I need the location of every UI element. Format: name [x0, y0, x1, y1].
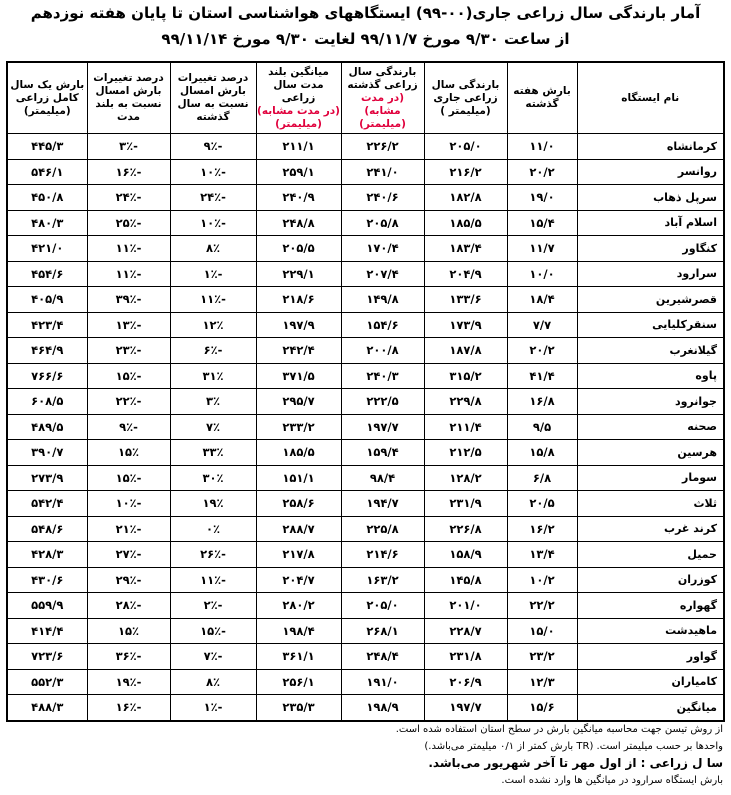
cell-weekly: ۴۱/۴: [507, 363, 577, 389]
cell-full-year: ۴۵۴/۶: [7, 261, 87, 287]
header-current: بارندگی سال زراعی جاری (میلیمتر ): [424, 62, 507, 134]
cell-last-year: ۲۴۸/۴: [341, 644, 424, 670]
cell-long-term: ۲۰۴/۷: [256, 567, 341, 593]
cell-long-term: ۲۴۰/۹: [256, 185, 341, 211]
cell-pct-long: -۱۶٪: [87, 695, 170, 721]
table-row: [7, 491, 724, 517]
cell-last-year: ۱۹۱/۰: [341, 669, 424, 695]
cell-station: جوانرود: [577, 389, 724, 415]
cell-weekly: ۱۲/۳: [507, 669, 577, 695]
cell-weekly: ۹/۵: [507, 414, 577, 440]
footnote: سا ل زراعی : از اول مهر تا آخر شهریور می‌باشد.: [428, 756, 723, 770]
cell-full-year: ۴۵۰/۸: [7, 185, 87, 211]
table-row: [7, 210, 724, 236]
cell-pct-last: ۳۰٪: [170, 465, 256, 491]
cell-station: قصرشیرین: [577, 287, 724, 313]
cell-long-term: ۲۳۳/۲: [256, 414, 341, 440]
cell-pct-last: ۱۲٪: [170, 312, 256, 338]
cell-pct-last: -۶٪: [170, 338, 256, 364]
table-row: [7, 389, 724, 415]
cell-current: ۱۴۵/۸: [424, 567, 507, 593]
header-long-term: [256, 62, 341, 134]
cell-long-term: ۲۵۶/۱: [256, 669, 341, 695]
table-row: [7, 542, 724, 568]
cell-pct-last: ۳۱٪: [170, 363, 256, 389]
cell-station: کرمانشاه: [577, 134, 724, 160]
cell-last-year: ۲۰۵/۸: [341, 210, 424, 236]
cell-pct-long: -۱۱٪: [87, 261, 170, 287]
cell-pct-long: -۹٪: [87, 414, 170, 440]
table-row: [7, 414, 724, 440]
header-long-term-sub: (در مدت مشابه) (میلیمتر): [257, 104, 340, 130]
footnotes: [8, 721, 723, 789]
cell-pct-long: ۱۵٪: [87, 618, 170, 644]
cell-full-year: ۴۸۸/۳: [7, 695, 87, 721]
cell-long-term: ۳۶۱/۱: [256, 644, 341, 670]
cell-last-year: ۲۲۶/۲: [341, 134, 424, 160]
cell-pct-long: -۳۶٪: [87, 644, 170, 670]
cell-pct-long: -۲۴٪: [87, 185, 170, 211]
table-body: [7, 134, 724, 721]
cell-last-year: ۲۰۰/۸: [341, 338, 424, 364]
cell-current: ۱۹۷/۷: [424, 695, 507, 721]
cell-current: ۲۰۴/۹: [424, 261, 507, 287]
header-last-year-sub: (در مدت مشابه) (میلیمتر): [359, 91, 406, 130]
cell-current: ۲۲۶/۸: [424, 516, 507, 542]
cell-weekly: ۲۰/۲: [507, 159, 577, 185]
rainfall-table: [6, 61, 725, 722]
table-row: [7, 363, 724, 389]
footnote: واحدها بر حسب میلیمتر است. (TR بارش کمتر از ۰/۱ میلیمتر می‌باشد.): [424, 741, 723, 752]
cell-long-term: ۱۹۸/۴: [256, 618, 341, 644]
cell-station: کوزران: [577, 567, 724, 593]
cell-station: صحنه: [577, 414, 724, 440]
cell-long-term: ۲۱۸/۶: [256, 287, 341, 313]
cell-long-term: ۲۴۲/۴: [256, 338, 341, 364]
cell-current: ۲۲۹/۸: [424, 389, 507, 415]
cell-long-term: ۲۲۹/۱: [256, 261, 341, 287]
cell-pct-last: ۳٪: [170, 389, 256, 415]
cell-weekly: ۱۱/۰: [507, 134, 577, 160]
cell-current: ۲۱۱/۴: [424, 414, 507, 440]
cell-long-term: ۲۵۸/۶: [256, 491, 341, 517]
cell-pct-last: -۱۱٪: [170, 287, 256, 313]
cell-last-year: ۲۰۵/۰: [341, 593, 424, 619]
cell-full-year: ۵۴۶/۱: [7, 159, 87, 185]
cell-pct-last: ۸٪: [170, 669, 256, 695]
cell-current: ۳۱۵/۲: [424, 363, 507, 389]
cell-last-year: ۱۴۹/۸: [341, 287, 424, 313]
cell-pct-last: -۱۰٪: [170, 210, 256, 236]
cell-weekly: ۱۱/۷: [507, 236, 577, 262]
cell-pct-long: ۱۵٪: [87, 440, 170, 466]
header-pct-last: درصد تغییرات بارش امسال نسبت به سال گذشته: [170, 62, 256, 134]
cell-current: ۲۲۸/۷: [424, 618, 507, 644]
cell-pct-long: -۱۰٪: [87, 491, 170, 517]
cell-pct-long: -۲۱٪: [87, 516, 170, 542]
cell-station: سرارود: [577, 261, 724, 287]
cell-current: ۲۰۱/۰: [424, 593, 507, 619]
cell-last-year: ۱۹۴/۷: [341, 491, 424, 517]
cell-station: سومار: [577, 465, 724, 491]
cell-pct-last: ۱۹٪: [170, 491, 256, 517]
cell-pct-long: -۲۵٪: [87, 210, 170, 236]
cell-pct-last: -۱۰٪: [170, 159, 256, 185]
cell-long-term: ۲۳۵/۳: [256, 695, 341, 721]
cell-pct-last: ۰٪: [170, 516, 256, 542]
cell-last-year: ۲۱۴/۶: [341, 542, 424, 568]
cell-full-year: ۴۳۰/۶: [7, 567, 87, 593]
cell-long-term: ۲۵۹/۱: [256, 159, 341, 185]
cell-station: روانسر: [577, 159, 724, 185]
table-row: [7, 185, 724, 211]
cell-station: کامیاران: [577, 669, 724, 695]
cell-last-year: ۲۲۵/۸: [341, 516, 424, 542]
table-row: [7, 465, 724, 491]
table-row: [7, 516, 724, 542]
header-last-year-main: بارندگی سال زراعی گذشته: [347, 65, 418, 91]
cell-pct-long: -۲۳٪: [87, 338, 170, 364]
cell-long-term: ۲۸۸/۷: [256, 516, 341, 542]
cell-station: پاوه: [577, 363, 724, 389]
cell-current: ۲۰۵/۰: [424, 134, 507, 160]
cell-weekly: ۲۲/۲: [507, 593, 577, 619]
cell-last-year: ۲۴۰/۳: [341, 363, 424, 389]
cell-current: ۱۵۸/۹: [424, 542, 507, 568]
table-row: [7, 440, 724, 466]
cell-last-year: ۱۷۰/۴: [341, 236, 424, 262]
table-row: [7, 236, 724, 262]
cell-weekly: ۲۳/۲: [507, 644, 577, 670]
cell-last-year: ۲۶۸/۱: [341, 618, 424, 644]
cell-long-term: ۲۸۰/۲: [256, 593, 341, 619]
cell-station: ثلاث: [577, 491, 724, 517]
cell-long-term: ۲۱۱/۱: [256, 134, 341, 160]
table-row: [7, 312, 724, 338]
cell-pct-long: -۱۳٪: [87, 312, 170, 338]
cell-long-term: ۲۰۵/۵: [256, 236, 341, 262]
table-header-row: [7, 62, 724, 134]
cell-full-year: ۵۴۲/۴: [7, 491, 87, 517]
footnote: بارش ایستگاه سرارود در میانگین ها وارد نشده است.: [501, 775, 723, 786]
cell-weekly: ۱۵/۶: [507, 695, 577, 721]
table-row: [7, 567, 724, 593]
cell-weekly: ۱۵/۸: [507, 440, 577, 466]
cell-station: گواور: [577, 644, 724, 670]
cell-current: ۱۸۲/۸: [424, 185, 507, 211]
cell-last-year: ۱۵۴/۶: [341, 312, 424, 338]
cell-long-term: ۱۸۵/۵: [256, 440, 341, 466]
cell-last-year: ۱۹۷/۷: [341, 414, 424, 440]
header-weekly: بارش هفته گذشته: [507, 62, 577, 134]
cell-station: کرند غرب: [577, 516, 724, 542]
cell-weekly: ۲۰/۵: [507, 491, 577, 517]
cell-pct-last: -۹٪: [170, 134, 256, 160]
cell-full-year: ۴۲۸/۳: [7, 542, 87, 568]
cell-pct-last: -۱۱٪: [170, 567, 256, 593]
cell-long-term: ۲۱۷/۸: [256, 542, 341, 568]
cell-weekly: ۱۶/۲: [507, 516, 577, 542]
table-row: [7, 261, 724, 287]
cell-station: گیلانغرب: [577, 338, 724, 364]
cell-current: ۲۱۶/۲: [424, 159, 507, 185]
cell-weekly: ۶/۸: [507, 465, 577, 491]
cell-weekly: ۱۰/۰: [507, 261, 577, 287]
cell-station: هرسین: [577, 440, 724, 466]
cell-pct-last: -۲٪: [170, 593, 256, 619]
cell-station: اسلام آباد: [577, 210, 724, 236]
header-station: نام ایستگاه: [577, 62, 724, 134]
cell-pct-long: -۱۱٪: [87, 236, 170, 262]
cell-pct-long: -۳٪: [87, 134, 170, 160]
table-row: [7, 669, 724, 695]
cell-pct-long: -۲۷٪: [87, 542, 170, 568]
cell-last-year: ۲۴۱/۰: [341, 159, 424, 185]
cell-last-year: ۲۲۲/۵: [341, 389, 424, 415]
footnote: از روش تیسن جهت محاسبه میانگین بارش در سطح استان استفاده شده است.: [395, 724, 723, 735]
cell-current: ۲۱۲/۵: [424, 440, 507, 466]
cell-long-term: ۱۵۱/۱: [256, 465, 341, 491]
table-row: [7, 338, 724, 364]
cell-full-year: ۴۲۱/۰: [7, 236, 87, 262]
cell-weekly: ۱۵/۰: [507, 618, 577, 644]
cell-pct-last: ۷٪: [170, 414, 256, 440]
cell-pct-long: -۱۹٪: [87, 669, 170, 695]
cell-current: ۱۸۳/۴: [424, 236, 507, 262]
report-subtitle: از ساعت ۹/۳۰ مورخ ۹۹/۱۱/۷ لغایت ۹/۳۰ مورخ ۹۹/۱۱/۱۴: [161, 30, 570, 48]
cell-long-term: ۲۹۵/۷: [256, 389, 341, 415]
table-row: [7, 695, 724, 721]
cell-last-year: ۹۸/۴: [341, 465, 424, 491]
table-row: [7, 593, 724, 619]
cell-pct-last: -۱٪: [170, 695, 256, 721]
cell-pct-last: -۷٪: [170, 644, 256, 670]
cell-last-year: ۲۰۷/۴: [341, 261, 424, 287]
cell-full-year: ۴۸۹/۵: [7, 414, 87, 440]
cell-full-year: ۶۰۸/۵: [7, 389, 87, 415]
cell-long-term: ۳۷۱/۵: [256, 363, 341, 389]
cell-long-term: ۲۴۸/۸: [256, 210, 341, 236]
header-last-year: [341, 62, 424, 134]
cell-full-year: ۵۴۸/۶: [7, 516, 87, 542]
cell-current: ۲۰۶/۹: [424, 669, 507, 695]
cell-current: ۱۸۵/۵: [424, 210, 507, 236]
cell-last-year: ۱۹۸/۹: [341, 695, 424, 721]
cell-station: ماهیدشت: [577, 618, 724, 644]
cell-long-term: ۱۹۷/۹: [256, 312, 341, 338]
cell-last-year: ۲۴۰/۶: [341, 185, 424, 211]
cell-full-year: ۴۲۳/۴: [7, 312, 87, 338]
cell-full-year: ۴۱۴/۴: [7, 618, 87, 644]
header-full-year: بارش یک سال کامل زراعی (میلیمتر): [7, 62, 87, 134]
cell-last-year: ۱۵۹/۴: [341, 440, 424, 466]
cell-station: سرپل ذهاب: [577, 185, 724, 211]
cell-current: ۲۳۱/۹: [424, 491, 507, 517]
cell-full-year: ۴۶۴/۹: [7, 338, 87, 364]
cell-current: ۱۳۳/۶: [424, 287, 507, 313]
cell-full-year: ۳۹۰/۷: [7, 440, 87, 466]
cell-weekly: ۱۳/۴: [507, 542, 577, 568]
table-row: [7, 134, 724, 160]
cell-full-year: ۴۴۵/۳: [7, 134, 87, 160]
table-row: [7, 159, 724, 185]
cell-pct-long: -۱۵٪: [87, 465, 170, 491]
cell-last-year: ۱۶۳/۲: [341, 567, 424, 593]
cell-pct-last: ۸٪: [170, 236, 256, 262]
table-row: [7, 287, 724, 313]
cell-full-year: ۷۶۶/۶: [7, 363, 87, 389]
cell-current: ۱۷۳/۹: [424, 312, 507, 338]
cell-full-year: ۲۷۳/۹: [7, 465, 87, 491]
cell-pct-long: -۲۸٪: [87, 593, 170, 619]
cell-weekly: ۱۵/۴: [507, 210, 577, 236]
cell-station: گهواره: [577, 593, 724, 619]
cell-full-year: ۴۰۵/۹: [7, 287, 87, 313]
cell-pct-long: -۲۲٪: [87, 389, 170, 415]
cell-full-year: ۴۸۰/۳: [7, 210, 87, 236]
cell-weekly: ۷/۷: [507, 312, 577, 338]
header-long-term-main: میانگین بلند مدت سال زراعی: [268, 65, 329, 104]
header-pct-long: درصد تغییرات بارش امسال نسبت به بلند مدت: [87, 62, 170, 134]
cell-weekly: ۱۹/۰: [507, 185, 577, 211]
cell-full-year: ۷۲۳/۶: [7, 644, 87, 670]
table-row: [7, 618, 724, 644]
cell-weekly: ۱۰/۲: [507, 567, 577, 593]
cell-current: ۱۸۷/۸: [424, 338, 507, 364]
cell-pct-long: -۱۶٪: [87, 159, 170, 185]
cell-full-year: ۵۵۹/۹: [7, 593, 87, 619]
report-title: آمار بارندگی سال زراعی جاری(۰۰-۹۹) ایستگاههای هواشناسی استان تا پایان هفته نوزدهم: [30, 4, 701, 22]
cell-station: حمیل: [577, 542, 724, 568]
cell-weekly: ۱۸/۴: [507, 287, 577, 313]
cell-pct-last: -۲۶٪: [170, 542, 256, 568]
cell-pct-long: -۲۹٪: [87, 567, 170, 593]
cell-station: کنگاور: [577, 236, 724, 262]
cell-weekly: ۱۶/۸: [507, 389, 577, 415]
cell-station: سنقرکلیایی: [577, 312, 724, 338]
cell-current: ۲۳۱/۸: [424, 644, 507, 670]
cell-station: میانگین: [577, 695, 724, 721]
cell-full-year: ۵۵۲/۳: [7, 669, 87, 695]
cell-pct-long: -۱۵٪: [87, 363, 170, 389]
cell-pct-last: -۱۵٪: [170, 618, 256, 644]
cell-weekly: ۲۰/۲: [507, 338, 577, 364]
cell-pct-last: -۱٪: [170, 261, 256, 287]
cell-pct-last: ۳۳٪: [170, 440, 256, 466]
cell-pct-long: -۳۹٪: [87, 287, 170, 313]
table-row: [7, 644, 724, 670]
cell-pct-last: -۲۴٪: [170, 185, 256, 211]
cell-current: ۱۲۸/۲: [424, 465, 507, 491]
